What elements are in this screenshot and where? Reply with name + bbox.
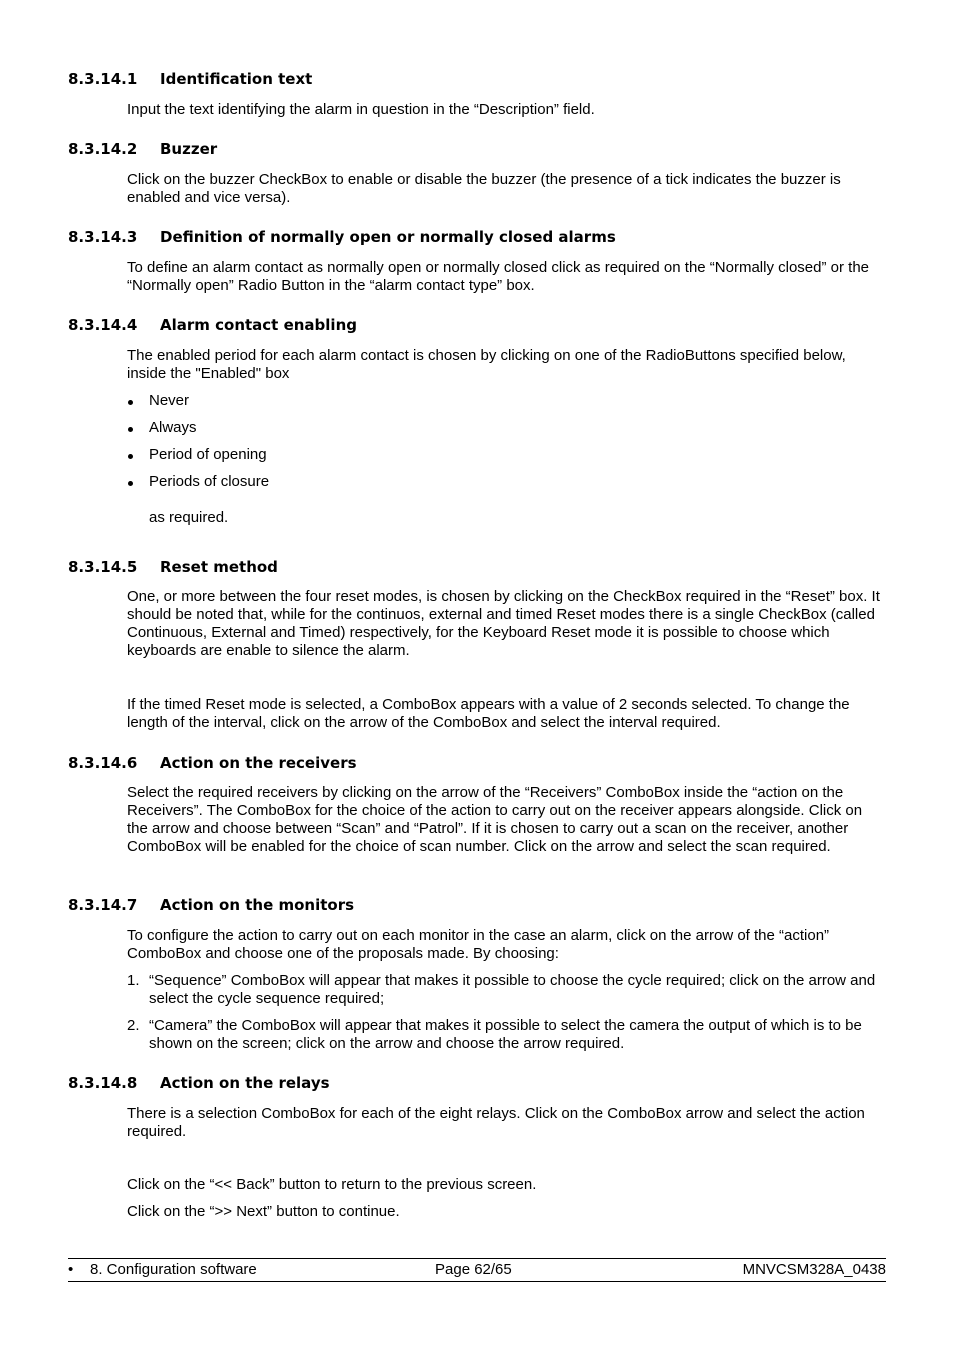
- footer-chapter-label: 8. Configuration software: [90, 1261, 257, 1278]
- section-number: 8.3.14.6: [68, 754, 138, 772]
- list-item: Never: [127, 392, 887, 410]
- section-heading: [68, 754, 886, 772]
- section-title: Definition of normally open or normally closed alarms: [160, 228, 616, 246]
- section-identification-text: [68, 70, 886, 119]
- paragraph: The enabled period for each alarm contact is chosen by clicking on one of the RadioButtons specified below, inside the "Enabled" box: [127, 347, 846, 382]
- section-reset-method: [68, 558, 886, 732]
- section-title: Buzzer: [160, 140, 218, 158]
- list-item: [127, 1017, 887, 1053]
- section-body: [127, 927, 887, 1053]
- paragraph: Click on the buzzer CheckBox to enable or disable the buzzer (the presence of a tick indicates the buzzer is enabled and vice versa).: [127, 171, 841, 206]
- footer-doc-code: MNVCSM328A_0438: [742, 1261, 886, 1278]
- section-heading: [68, 228, 886, 246]
- section-heading: [68, 558, 886, 576]
- paragraph: as required.: [149, 509, 229, 526]
- section-number: 8.3.14.4: [68, 316, 138, 334]
- section-heading: [68, 140, 886, 158]
- section-heading: [68, 1074, 886, 1092]
- section-action-monitors: [68, 896, 886, 1062]
- section-title: Reset method: [160, 558, 278, 576]
- section-title: Action on the receivers: [160, 754, 357, 772]
- paragraph: To define an alarm contact as normally open or normally closed click as required on the “Normally closed” or the “Normally open” Radio Button in the “alarm contact type” box.: [127, 259, 870, 294]
- section-body: [127, 171, 887, 207]
- section-body: [127, 101, 887, 119]
- section-action-receivers: [68, 754, 886, 856]
- section-body: [127, 588, 887, 732]
- footer-chapter: [68, 1260, 257, 1280]
- paragraph: Input the text identifying the alarm in question in the “Description” field.: [127, 101, 595, 118]
- section-title: Action on the relays: [160, 1074, 330, 1092]
- list-text: “Sequence” ComboBox will appear that makes it possible to choose the cycle required; click on the arrow and select the cycle sequence required;: [149, 972, 876, 1007]
- numbered-list: [127, 972, 887, 1053]
- section-body: [127, 347, 887, 527]
- section-title: Identification text: [160, 70, 313, 88]
- footer-divider: [68, 1258, 886, 1259]
- section-alarm-contact-enabling: [68, 316, 886, 527]
- list-item: Periods of closure: [127, 473, 887, 491]
- section-body: [127, 1105, 887, 1221]
- section-title: Alarm contact enabling: [160, 316, 357, 334]
- footer-divider: [68, 1281, 886, 1282]
- paragraph: One, or more between the four reset modes, is chosen by clicking on the CheckBox required in the “Reset” box. It should be noted that, while for the continuos, external and timed Reset modes there is a single CheckBox (called Continuous, External and Timed) respectively, for the Keyboard Reset mode it is possible to choose which keyboards are enable to silence the alarm.: [127, 588, 880, 659]
- section-number: 8.3.14.5: [68, 558, 138, 576]
- section-title: Action on the monitors: [160, 896, 355, 914]
- section-number: 8.3.14.3: [68, 228, 138, 246]
- section-body: [127, 784, 887, 856]
- section-action-relays: [68, 1074, 886, 1221]
- paragraph: There is a selection ComboBox for each of the eight relays. Click on the ComboBox arrow and select the action required.: [127, 1105, 865, 1140]
- section-heading: [68, 70, 886, 88]
- section-buzzer: [68, 140, 886, 207]
- list-text: “Camera” the ComboBox will appear that makes it possible to select the camera the output of which is to be shown on the screen; click on the arrow and choose the arrow required.: [149, 1017, 862, 1052]
- list-item: Period of opening: [127, 446, 887, 464]
- paragraph: Select the required receivers by clicking on the arrow of the “Receivers” ComboBox inside the “action on the Receivers”. The ComboBox for the choice of the action to carry out on the receiver appears alongside. Click on the arrow and choose between “Scan” and “Patrol”. If it is chosen to carry out a scan on the receiver, another ComboBox will be enabled for the choice of scan number. Click on the arrow and select the scan required.: [127, 784, 863, 855]
- section-heading: [68, 896, 886, 914]
- section-number: 8.3.14.1: [68, 70, 138, 88]
- section-heading: [68, 316, 886, 334]
- section-alarm-type: [68, 228, 886, 295]
- list-item: Always: [127, 419, 887, 437]
- paragraph: Click on the “>> Next” button to continue.: [127, 1203, 400, 1220]
- paragraph: To configure the action to carry out on each monitor in the case an alarm, click on the arrow of the “action” ComboBox and choose one of the proposals made. By choosing:: [127, 927, 830, 962]
- paragraph: If the timed Reset mode is selected, a ComboBox appears with a value of 2 seconds selected. To change the length of the interval, click on the arrow of the ComboBox and select the interval required.: [127, 696, 850, 731]
- section-body: [127, 259, 887, 295]
- list-number: 1.: [127, 972, 140, 989]
- section-number: 8.3.14.8: [68, 1074, 138, 1092]
- footer-page-number: Page 62/65: [435, 1261, 512, 1278]
- bullet-list: [127, 392, 887, 491]
- section-number: 8.3.14.7: [68, 896, 138, 914]
- footer-bullet: •: [68, 1261, 74, 1278]
- paragraph: Click on the “<< Back” button to return to the previous screen.: [127, 1176, 537, 1193]
- list-number: 2.: [127, 1017, 140, 1034]
- page-footer: [68, 1260, 886, 1280]
- section-number: 8.3.14.2: [68, 140, 138, 158]
- list-item: [127, 972, 887, 1008]
